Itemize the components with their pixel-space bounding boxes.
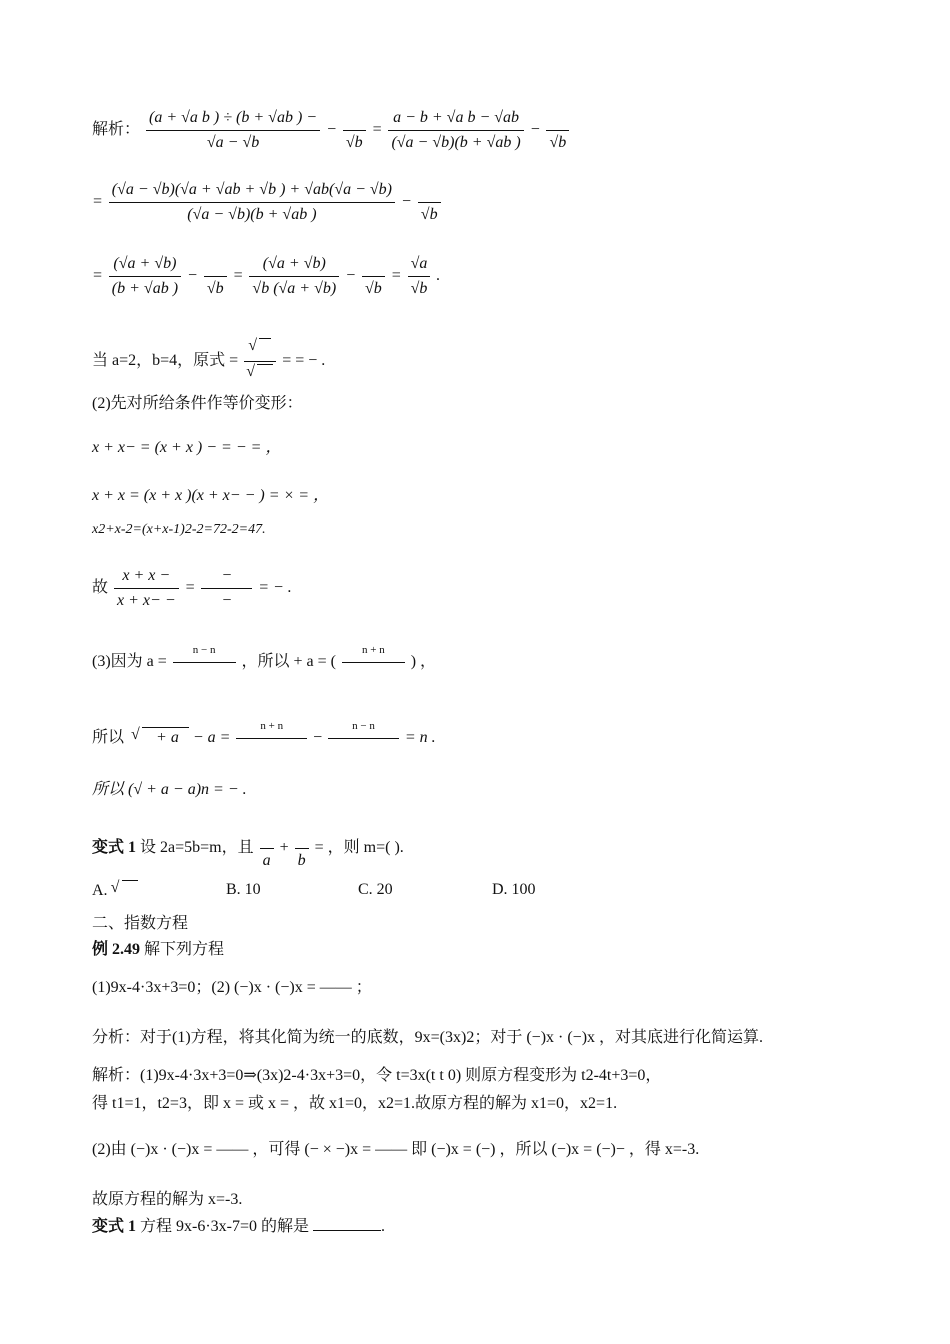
denominator: √b (√a + √b) — [252, 280, 337, 297]
equations-line: (1)9x-4·3x+3=0；(2) (−)x · (−)x = —— ； — [92, 979, 372, 996]
variant-text: 方程 9x-6·3x-7=0 的解是 — [140, 1218, 310, 1235]
solution-line: 解析：(1)9x-4·3x+3=0⇒(3x)2-4·3x+3=0，令 t=3x(t t 0) 则原方程变形为 t2-4t+3=0， — [92, 1067, 662, 1084]
denominator: b — [297, 852, 306, 869]
fraction — [342, 640, 405, 685]
numerator — [362, 254, 385, 277]
numerator: a − b + √a b − √ab — [388, 108, 523, 131]
part-3-result: 所以 (√ + a − a)n = − . — [92, 781, 247, 798]
operator: = — [390, 267, 402, 285]
sqrt-icon — [122, 880, 138, 901]
operator: − — [326, 121, 337, 139]
solution-line-2 — [92, 180, 443, 225]
denominator: (√a − √b)(b + √ab ) — [391, 134, 521, 151]
period: . — [436, 267, 441, 285]
solution-line-3 — [92, 254, 440, 299]
denominator: √b — [365, 280, 382, 297]
result-line — [92, 566, 292, 611]
answer-blank[interactable] — [313, 1216, 381, 1231]
solution-line: (2)由 (−)x · (−)x = —— ，可得 (− × −)x = —— 即 (−)x = (−) ，所以 (−)x = (−)− ，得 x=-3. — [92, 1141, 700, 1158]
period: . — [381, 1218, 386, 1235]
operator: − — [401, 193, 412, 211]
numerator — [260, 826, 274, 849]
option-b[interactable]: B. 10 — [226, 881, 261, 898]
operator: + — [279, 839, 289, 857]
operator: − — [187, 267, 198, 285]
numerator — [546, 108, 569, 131]
numerator — [295, 826, 309, 849]
operator: − — [529, 121, 541, 139]
fraction — [146, 108, 320, 153]
numerator — [204, 254, 227, 277]
section-heading: 二、指数方程 — [92, 915, 189, 932]
therefore-label: 故 — [92, 579, 109, 597]
solution-label: 解析： — [92, 121, 141, 139]
fraction — [249, 254, 339, 299]
operator: − a = — [192, 729, 231, 747]
numerator — [343, 108, 366, 131]
solution-line-1 — [92, 108, 571, 153]
connector: ，所以 + a = ( — [241, 653, 336, 671]
numerator — [418, 180, 441, 203]
denominator — [236, 739, 307, 761]
numerator: (√a − √b)(√a + √ab + √b ) + √ab(√a − √b) — [109, 180, 395, 203]
variant-answer: = ，则 m=( ). — [314, 839, 404, 857]
numerator: n + n — [342, 640, 405, 663]
denominator: − — [221, 592, 233, 609]
example-heading — [92, 940, 224, 960]
denominator: x + x− − — [117, 592, 176, 609]
numerator: (a + √a b ) ÷ (b + √ab ) − — [146, 108, 320, 131]
fraction — [204, 254, 227, 299]
result-value: = − . — [258, 579, 292, 597]
fraction — [244, 338, 276, 385]
example-label: 例 2.49 — [92, 941, 141, 958]
so-label: 所以 — [92, 729, 125, 747]
fraction — [343, 108, 366, 153]
operator: − — [313, 729, 323, 747]
operator: = — [92, 267, 103, 285]
fraction — [173, 640, 236, 685]
denominator: (√a − √b)(b + √ab ) — [187, 206, 317, 223]
denominator: a — [262, 852, 271, 869]
substitution-text: 当 a=2，b=4，原式 = — [92, 352, 239, 370]
numerator: √a — [408, 254, 431, 277]
equation-line: x2+x-2=(x+x-1)2-2=72-2=47. — [92, 522, 266, 537]
denominator: √b — [345, 134, 363, 151]
operator: = — [232, 267, 244, 285]
numerator: (√a + √b) — [249, 254, 339, 277]
option-d[interactable]: D. 100 — [492, 881, 536, 898]
denominator — [328, 739, 399, 761]
sqrt-expression — [142, 727, 189, 748]
fraction — [109, 180, 395, 225]
option-c[interactable]: C. 20 — [358, 881, 393, 898]
operator: = — [184, 579, 196, 597]
numerator: n + n — [236, 716, 307, 739]
denominator: (b + √ab ) — [111, 280, 179, 297]
option-a-label: A. — [92, 882, 108, 899]
part-3-derivation — [92, 716, 436, 761]
equation-line: x + x = (x + x )(x + x− − ) = × = ， — [92, 487, 330, 504]
result-value: = n . — [404, 729, 436, 747]
conclusion-line: 故原方程的解为 x=-3. — [92, 1191, 243, 1208]
operator: = — [371, 121, 383, 139]
fraction — [388, 108, 523, 153]
denominator — [342, 663, 405, 685]
fraction — [114, 566, 179, 611]
variant-label: 变式 1 — [92, 1218, 137, 1235]
part-3-line — [92, 640, 436, 685]
numerator: (√a + √b) — [109, 254, 181, 277]
fraction — [408, 254, 431, 299]
numerator: − — [201, 566, 252, 589]
denominator: √b — [206, 280, 224, 297]
variant-text: 设 2a=5b=m，且 — [140, 839, 254, 857]
sqrt-content: + a — [156, 729, 179, 747]
substitution-line — [92, 338, 325, 385]
variant-question — [92, 826, 404, 871]
fraction — [328, 716, 399, 761]
numerator — [244, 338, 276, 362]
numerator: n − n — [173, 640, 236, 663]
fraction — [295, 826, 309, 871]
option-a[interactable] — [92, 880, 138, 901]
analysis-line: 分析：对于(1)方程，将其化简为统一的底数，9x=(3x)2；对于 (−)x · (−)x ，对其底进行化简运算. — [92, 1029, 764, 1046]
denominator: √b — [549, 134, 567, 151]
example-text: 解下列方程 — [144, 941, 225, 958]
fraction — [260, 826, 274, 871]
closing: ) ， — [410, 653, 437, 671]
denominator — [244, 362, 276, 385]
denominator: √b — [410, 280, 428, 297]
part-3-label: (3)因为 a = — [92, 653, 167, 671]
fraction — [201, 566, 252, 611]
fraction — [109, 254, 181, 299]
fraction — [236, 716, 307, 761]
denominator — [173, 663, 236, 685]
operator: = — [92, 193, 103, 211]
fraction — [362, 254, 385, 299]
denominator: √a − √b — [206, 134, 260, 151]
denominator: √b — [420, 206, 438, 223]
numerator: x + x − — [114, 566, 179, 589]
variant-question-2 — [92, 1216, 385, 1237]
solution-line: 得 t1=1，t2=3，即 x = 或 x = ，故 x1=0，x2=1.故原方程的解为 x1=0，x2=1. — [92, 1095, 618, 1112]
numerator: n − n — [328, 716, 399, 739]
variant-label: 变式 1 — [92, 839, 137, 857]
part-2-heading: (2)先对所给条件作等价变形： — [92, 395, 303, 412]
fraction — [418, 180, 441, 225]
fraction — [546, 108, 569, 153]
equation-line: x + x− = (x + x ) − = − = ， — [92, 439, 282, 456]
substitution-result: = = − . — [282, 352, 326, 370]
operator: − — [345, 267, 356, 285]
